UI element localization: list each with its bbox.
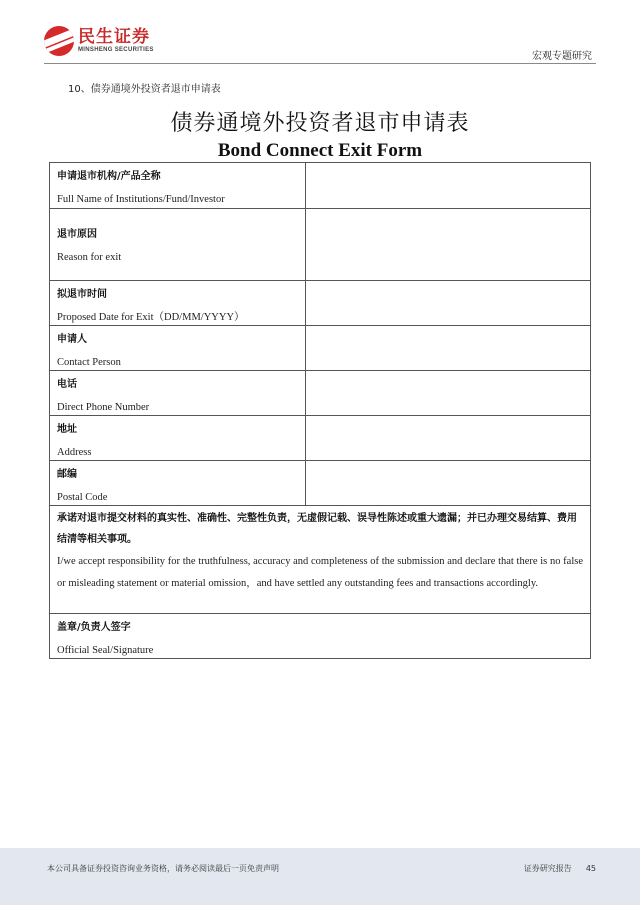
- footer-disclaimer: 本公司具备证券投资咨询业务资格，请务必阅读最后一页免责声明: [47, 864, 279, 873]
- exit-date-field[interactable]: [306, 281, 591, 326]
- signature-label-en: Official Seal/Signature: [57, 645, 154, 656]
- declaration-text-cn: 承诺对退市提交材料的真实性、准确性、完整性负责，无虚假记载、误导性陈述或重大遗漏；并已办理交易结算、费用结清等相关事项。: [57, 513, 577, 545]
- page-header: [0, 0, 640, 72]
- field-label-cn: 退市原因: [57, 229, 97, 240]
- footer-meta: [510, 863, 596, 874]
- form-row-institution-name: [50, 163, 591, 209]
- form-row-contact-person: [50, 326, 591, 371]
- page-footer: [0, 848, 640, 905]
- field-label-cn: 拟退市时间: [57, 289, 107, 300]
- logo-name-en: MINSHENG SECURITIES: [78, 47, 154, 53]
- form-row-signature: [50, 614, 591, 659]
- field-label-en: Postal Code: [57, 492, 108, 503]
- section-title: 10、债券通境外投资者退市申请表: [68, 84, 221, 95]
- phone-field[interactable]: [306, 371, 591, 416]
- postal-code-field[interactable]: [306, 461, 591, 506]
- form-row-address: [50, 416, 591, 461]
- declaration-cell: [50, 506, 591, 614]
- form-row-postal-code: [50, 461, 591, 506]
- logo-text: [78, 28, 154, 54]
- signature-label-cn: 盖章/负责人签字: [57, 622, 131, 633]
- label-cell: [50, 209, 306, 281]
- field-label-en: Direct Phone Number: [57, 402, 150, 413]
- field-label-en: Proposed Date for Exit（DD/MM/YYYY）: [57, 312, 245, 323]
- exit-form-table: [49, 162, 591, 659]
- label-cell: [50, 163, 306, 209]
- form-row-exit-date: [50, 281, 591, 326]
- field-label-cn: 地址: [57, 424, 77, 435]
- institution-name-field[interactable]: [306, 163, 591, 209]
- label-cell: [50, 416, 306, 461]
- field-label-cn: 电话: [57, 379, 77, 390]
- address-field[interactable]: [306, 416, 591, 461]
- minsheng-logo: [44, 26, 154, 56]
- report-type: 宏观专题研究: [532, 51, 592, 62]
- field-label-cn: 邮编: [57, 469, 77, 480]
- label-cell: [50, 371, 306, 416]
- field-label-en: Reason for exit: [57, 252, 122, 263]
- report-label: 证券研究报告: [523, 864, 572, 873]
- signature-field[interactable]: [50, 614, 591, 659]
- label-cell: [50, 461, 306, 506]
- page-number: 45: [585, 864, 596, 873]
- form-title-cn: 债券通境外投资者退市申请表: [170, 111, 470, 136]
- field-label-en: Contact Person: [57, 357, 121, 368]
- form-row-phone: [50, 371, 591, 416]
- field-label-cn: 申请退市机构/产品全称: [57, 171, 161, 182]
- form-row-declaration: [50, 506, 591, 614]
- field-label-en: Address: [57, 447, 92, 458]
- field-label-cn: 申请人: [57, 334, 87, 345]
- label-cell: [50, 326, 306, 371]
- minsheng-logo-icon: [44, 26, 74, 56]
- form-row-reason: [50, 209, 591, 281]
- label-cell: [50, 281, 306, 326]
- logo-name-cn: 民生证券: [78, 27, 150, 47]
- field-label-en: Full Name of Institutions/Fund/Investor: [57, 194, 225, 205]
- exit-reason-field[interactable]: [306, 209, 591, 281]
- contact-person-field[interactable]: [306, 326, 591, 371]
- declaration-text-en: I/we accept responsibility for the truthfulness, accuracy and completeness of the submission and declare that there is no false or misleading statement or material omission，and have settled any outstanding fees and transactions accordingly.: [57, 556, 583, 589]
- form-title-en: Bond Connect Exit Form: [217, 140, 423, 161]
- header-divider: [44, 63, 596, 64]
